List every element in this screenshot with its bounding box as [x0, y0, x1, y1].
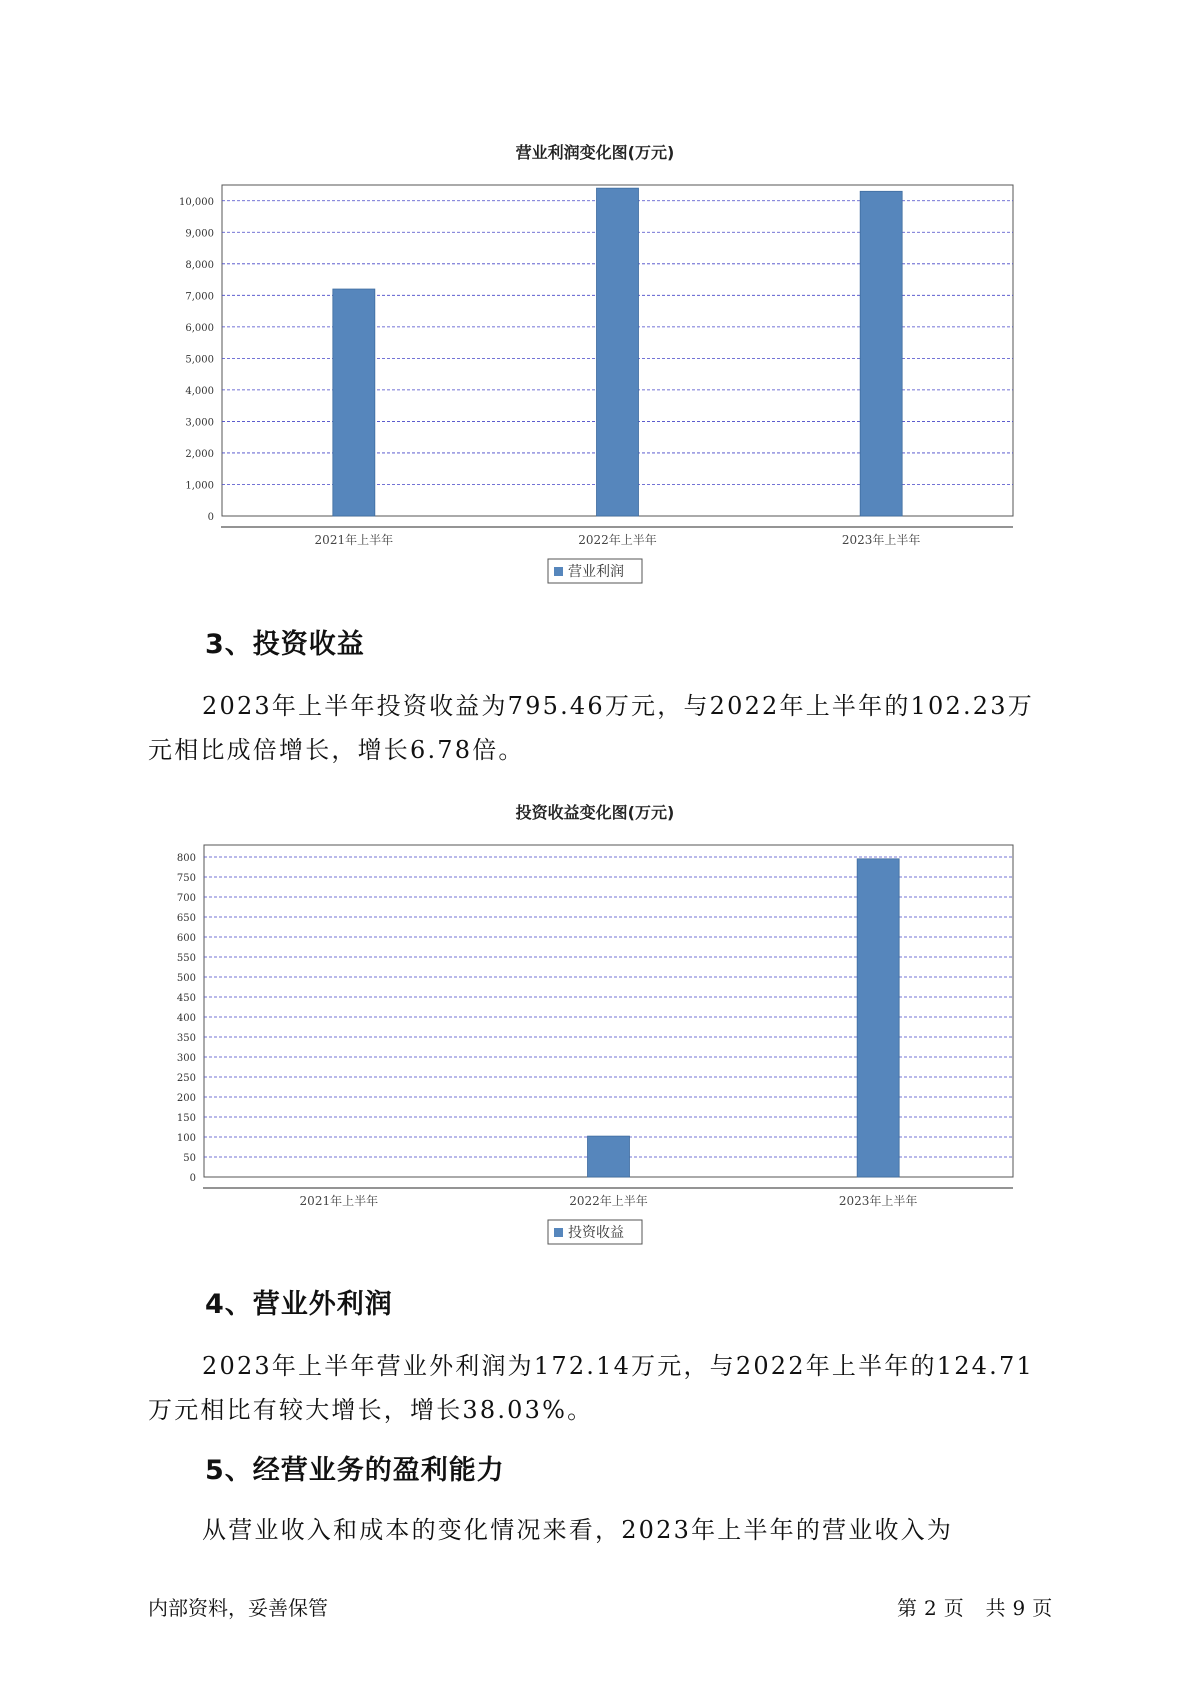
total-prefix: 共 — [985, 1596, 1007, 1620]
y-tick-label: 0 — [207, 512, 214, 523]
operating-profit-chart-svg — [0, 130, 1191, 600]
y-tick-label: 10,000 — [179, 196, 214, 208]
y-tick-label: 4,000 — [185, 385, 214, 397]
legend-swatch — [554, 567, 563, 576]
y-tick-label: 5,000 — [185, 354, 214, 366]
chart-title: 投资收益变化图(万元) — [515, 803, 675, 822]
x-tick-label: 2022年上半年 — [578, 533, 657, 547]
x-tick-label: 2023年上半年 — [838, 1194, 918, 1208]
footer-confidential-note: 内部资料，妥善保管 — [148, 1596, 328, 1620]
total-pages: 9 — [1012, 1596, 1027, 1620]
footer-page-number — [894, 1592, 1056, 1621]
y-tick-label: 8,000 — [185, 259, 214, 271]
x-tick-label: 2021年上半年 — [314, 533, 394, 547]
y-tick-label: 2,000 — [185, 448, 214, 460]
y-tick-label: 50 — [183, 1153, 196, 1164]
y-tick-label: 350 — [176, 1033, 196, 1044]
legend-label: 投资收益 — [568, 1225, 624, 1241]
y-tick-label: 300 — [176, 1053, 196, 1064]
current-page: 2 — [924, 1596, 938, 1620]
bar — [857, 859, 899, 1177]
y-tick-label: 3,000 — [185, 417, 214, 429]
investment-income-chart-svg — [0, 790, 1191, 1260]
y-tick-label: 6,000 — [185, 322, 214, 334]
y-tick-label: 400 — [176, 1013, 196, 1024]
investment-income-chart — [0, 790, 1191, 1260]
section-heading-profitability: 5、经营业务的盈利能力 — [205, 1455, 505, 1486]
y-tick-label: 200 — [176, 1093, 196, 1104]
y-tick-label: 7,000 — [185, 291, 214, 303]
legend-swatch — [554, 1228, 563, 1237]
bar — [597, 188, 639, 516]
y-tick-label: 650 — [176, 913, 196, 924]
y-tick-label: 9,000 — [185, 228, 214, 240]
bar — [860, 191, 902, 516]
section-heading-non-operating-profit: 4、营业外利润 — [205, 1289, 393, 1320]
paragraph-profitability: 从营业收入和成本的变化情况来看，2023年上半年的营业收入为 — [202, 1516, 954, 1544]
page-prefix: 第 — [897, 1596, 918, 1620]
x-tick-label: 2023年上半年 — [841, 533, 921, 547]
x-tick-label: 2022年上半年 — [569, 1194, 648, 1208]
y-tick-label: 550 — [176, 953, 196, 964]
y-tick-label: 500 — [176, 973, 196, 984]
bar — [333, 289, 375, 516]
y-tick-label: 100 — [176, 1133, 196, 1144]
y-tick-label: 150 — [176, 1113, 196, 1124]
operating-profit-chart — [0, 130, 1191, 600]
chart-title: 营业利润变化图(万元) — [515, 143, 675, 162]
y-tick-label: 700 — [176, 893, 196, 904]
y-tick-label: 0 — [189, 1173, 196, 1184]
legend-label: 营业利润 — [568, 564, 624, 580]
x-tick-label: 2021年上半年 — [299, 1194, 379, 1208]
y-tick-label: 750 — [176, 873, 196, 884]
y-tick-label: 600 — [176, 933, 196, 944]
section-heading-investment-income: 3、投资收益 — [205, 629, 365, 660]
y-tick-label: 800 — [176, 853, 196, 864]
paragraph-non-operating-profit: 2023年上半年营业外利润为172.14万元，与2022年上半年的124.71万元相比有较大增长，增长38.03%。 — [148, 1352, 1034, 1424]
y-tick-label: 450 — [176, 993, 196, 1004]
page-unit: 页 — [943, 1596, 965, 1620]
bar — [588, 1136, 630, 1177]
total-unit: 页 — [1032, 1596, 1054, 1620]
paragraph-investment-income: 2023年上半年投资收益为795.46万元，与2022年上半年的102.23万元相比成倍增长，增长6.78倍。 — [148, 692, 1034, 764]
y-tick-label: 250 — [176, 1073, 196, 1084]
y-tick-label: 1,000 — [185, 480, 214, 492]
